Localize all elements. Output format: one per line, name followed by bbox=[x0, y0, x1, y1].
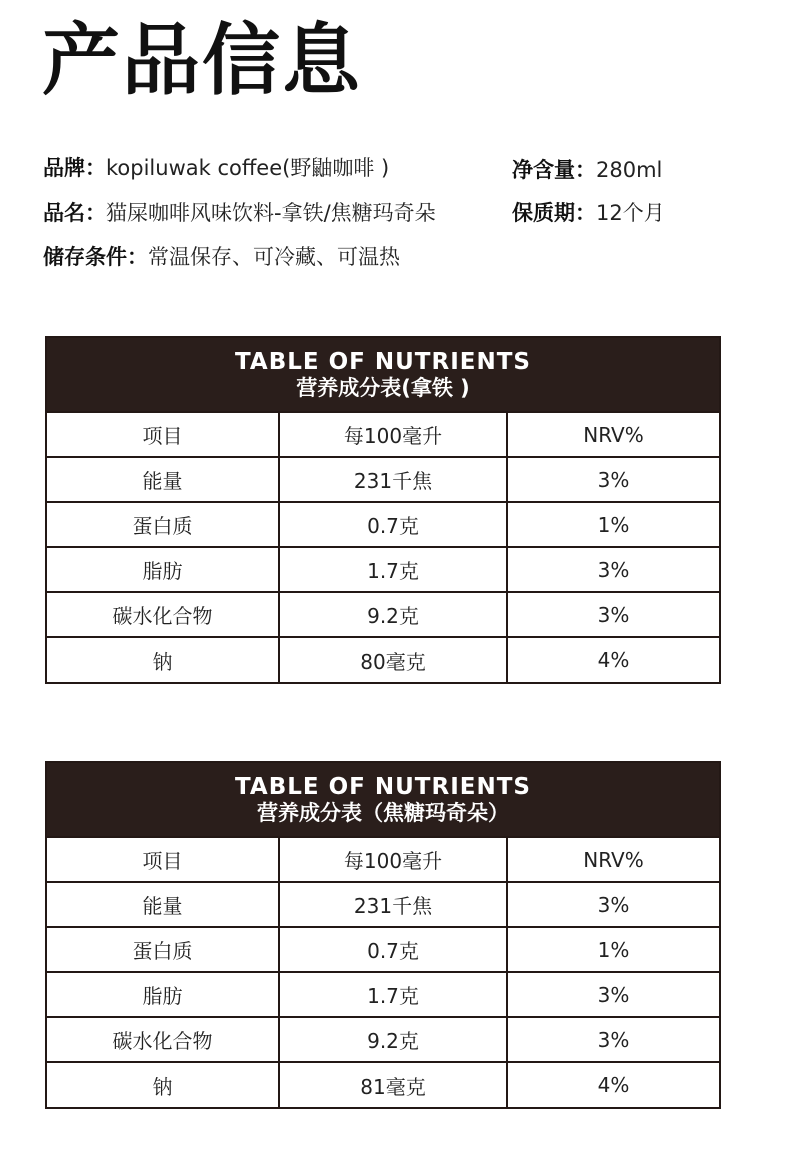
table-column-header-row bbox=[47, 412, 719, 457]
nutrition-grid bbox=[47, 411, 719, 682]
row-amount: 0.7克 bbox=[279, 927, 507, 972]
shelf-life-label: 保质期： bbox=[512, 201, 596, 225]
net-content-value: 280ml bbox=[596, 158, 663, 182]
row-amount: 1.7克 bbox=[279, 547, 507, 592]
row-item: 蛋白质 bbox=[47, 502, 279, 547]
column-header-item: 项目 bbox=[47, 837, 279, 882]
table-title-en: TABLE OF NUTRIENTS bbox=[235, 349, 531, 375]
net-content-row bbox=[512, 160, 662, 181]
row-nrv: 3% bbox=[507, 547, 719, 592]
column-header-item: 项目 bbox=[47, 412, 279, 457]
row-amount: 9.2克 bbox=[279, 592, 507, 637]
brand-row bbox=[43, 158, 389, 179]
table-row bbox=[47, 882, 719, 927]
product-name-label: 品名： bbox=[43, 201, 106, 225]
nutrition-grid bbox=[47, 836, 719, 1107]
row-item: 能量 bbox=[47, 457, 279, 502]
row-amount: 0.7克 bbox=[279, 502, 507, 547]
row-item: 脂肪 bbox=[47, 972, 279, 1017]
table-row bbox=[47, 1062, 719, 1107]
table-row bbox=[47, 927, 719, 972]
table-row bbox=[47, 637, 719, 682]
row-nrv: 3% bbox=[507, 457, 719, 502]
table-row bbox=[47, 1017, 719, 1062]
row-amount: 81毫克 bbox=[279, 1062, 507, 1107]
table-title-en: TABLE OF NUTRIENTS bbox=[235, 774, 531, 800]
row-item: 脂肪 bbox=[47, 547, 279, 592]
product-name-value: 猫屎咖啡风味饮料-拿铁/焦糖玛奇朵 bbox=[106, 201, 436, 225]
table-title-zh: 营养成分表（焦糖玛奇朵） bbox=[257, 801, 509, 825]
row-item: 钠 bbox=[47, 1062, 279, 1107]
row-amount: 231千焦 bbox=[279, 457, 507, 502]
row-nrv: 4% bbox=[507, 1062, 719, 1107]
table-header-banner bbox=[47, 763, 719, 836]
row-amount: 231千焦 bbox=[279, 882, 507, 927]
table-title-zh: 营养成分表(拿铁 ) bbox=[296, 376, 470, 400]
storage-value: 常温保存、可冷藏、可温热 bbox=[148, 245, 400, 269]
row-nrv: 3% bbox=[507, 592, 719, 637]
page-title: 产品信息 bbox=[42, 16, 363, 106]
column-header-per100ml: 每100毫升 bbox=[279, 837, 507, 882]
row-item: 能量 bbox=[47, 882, 279, 927]
brand-value: kopiluwak coffee(野鼬咖啡 ) bbox=[106, 156, 390, 180]
table-row bbox=[47, 592, 719, 637]
shelf-life-row bbox=[512, 203, 665, 224]
table-row bbox=[47, 972, 719, 1017]
row-item: 蛋白质 bbox=[47, 927, 279, 972]
column-header-nrv: NRV% bbox=[507, 837, 719, 882]
row-item: 钠 bbox=[47, 637, 279, 682]
column-header-nrv: NRV% bbox=[507, 412, 719, 457]
row-nrv: 3% bbox=[507, 972, 719, 1017]
column-header-per100ml: 每100毫升 bbox=[279, 412, 507, 457]
row-nrv: 1% bbox=[507, 502, 719, 547]
table-row bbox=[47, 502, 719, 547]
brand-label: 品牌： bbox=[43, 156, 106, 180]
row-amount: 9.2克 bbox=[279, 1017, 507, 1062]
table-row bbox=[47, 457, 719, 502]
nutrition-table-caramel-macchiato bbox=[45, 761, 721, 1109]
table-header-banner bbox=[47, 338, 719, 411]
table-row bbox=[47, 547, 719, 592]
product-name-row bbox=[43, 203, 436, 224]
row-nrv: 3% bbox=[507, 882, 719, 927]
row-nrv: 3% bbox=[507, 1017, 719, 1062]
row-amount: 1.7克 bbox=[279, 972, 507, 1017]
net-content-label: 净含量： bbox=[512, 158, 596, 182]
storage-row bbox=[43, 247, 400, 268]
row-nrv: 1% bbox=[507, 927, 719, 972]
storage-label: 储存条件： bbox=[43, 245, 148, 269]
shelf-life-value: 12个月 bbox=[596, 201, 665, 225]
row-item: 碳水化合物 bbox=[47, 1017, 279, 1062]
nutrition-table-latte bbox=[45, 336, 721, 684]
row-amount: 80毫克 bbox=[279, 637, 507, 682]
table-column-header-row bbox=[47, 837, 719, 882]
row-nrv: 4% bbox=[507, 637, 719, 682]
row-item: 碳水化合物 bbox=[47, 592, 279, 637]
